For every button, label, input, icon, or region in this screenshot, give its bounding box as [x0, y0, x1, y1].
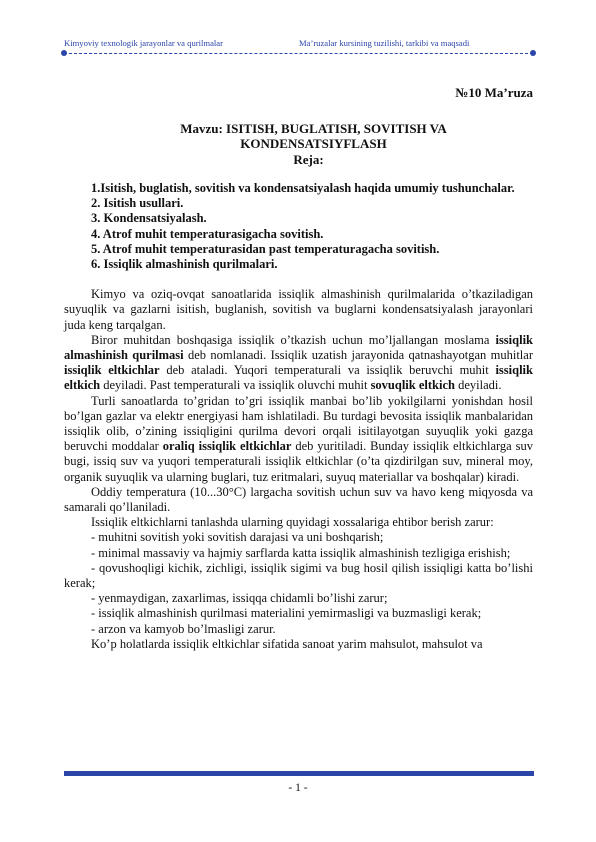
term-heat-carrier: issiqlik eltkich: [64, 363, 533, 393]
list-item: - minimal massaviy va hajmiy sarflarda katta issiqlik almashinish tezligiga erishish;: [91, 545, 511, 560]
list-item: - qovushoqligi kichik, zichligi, issiqlik sigimi va bug hosil qilish issiqligi katta bo’lishi kerak;: [64, 560, 533, 591]
text-run: Biror muhitdan boshqasiga issiqlik o’tkazish uchun mo’ljallangan moslama: [91, 332, 496, 347]
paragraph: Issiqlik eltkichlarni tanlashda ularning quyidagi xossalariga ehtibor berish zarur:: [91, 515, 494, 530]
plan-title: Reja:: [293, 152, 324, 167]
term-heat-carriers: issiqlik eltkichlar: [64, 363, 160, 378]
term-intermediate-heat-carriers: oraliq issiqlik eltkichlar: [162, 439, 292, 454]
plan-item: 6. Issiqlik almashinish qurilmalari.: [91, 257, 278, 272]
paragraph: Ko’p holatlarda issiqlik eltkichlar sifatida sanoat yarim mahsulot, mahsulot va: [91, 636, 483, 651]
text-run: deb ataladi. Yuqori temperaturali va issiqlik beruvchi muhit: [159, 363, 496, 378]
list-item: - issiqlik almashinish qurilmasi materialini yemirmasligi va buzmasligi kerak;: [91, 606, 482, 621]
lecture-topic: [64, 121, 533, 151]
plan-item: 5. Atrof muhit temperaturasidan past temperaturagacha sovitish.: [91, 241, 440, 256]
text-run: deb nomlanadi. Issiqlik uzatish jarayonida qatnashayotgan muhitlar: [183, 348, 533, 363]
list-item: - muhitni sovitish yoki sovitish darajasi va uni boshqarish;: [91, 530, 384, 545]
header-divider-left-dot: [61, 50, 67, 56]
term-heat-exchanger: issiqlik almashinish qurilmasi: [64, 332, 533, 363]
running-header: [64, 38, 534, 52]
plan-item: 3. Kondensatsiyalash.: [91, 211, 207, 226]
page-content: [64, 60, 533, 652]
paragraph: [64, 333, 533, 394]
plan-list: [64, 181, 533, 272]
header-course-title: Kimyoviy texnologik jarayonlar va qurilmalar: [64, 38, 223, 48]
footer-divider: [64, 771, 534, 776]
header-divider: [64, 53, 533, 54]
page-number: - 1 -: [288, 782, 308, 794]
header-divider-right-dot: [530, 50, 536, 56]
term-cold-carrier: sovuqlik eltkich: [370, 378, 455, 393]
text-run: deyiladi. Past temperaturali va issiqlik oluvchi muhit: [100, 378, 371, 393]
list-item: - arzon va kamyob bo’lmasligi zarur.: [91, 621, 276, 636]
topic-line-2: KONDENSATSIYFLASH: [240, 136, 387, 151]
paragraph: [64, 394, 533, 485]
lecture-body: [64, 287, 533, 652]
header-section-title: Ma’ruzalar kursining tuzilishi, tarkibi va maqsadi: [299, 38, 470, 48]
lecture-number: №10 Ma’ruza: [455, 85, 533, 100]
paragraph: Kimyo va oziq-ovqat sanoatlarida issiqlik almashinish qurilmalarida o’tkaziladigan suyuqlik va gazlarni isitish, buglanish, sovitish va buglarni kondensatsiyalash jarayonlari juda keng tarqalgan.: [64, 287, 533, 332]
text-run: deb yuritiladi. Bunday issiqlik eltkichlarga suv bugi, issiq suv va yuqori temperaturali issiqlik eltkichlar (o’ta qizdirilgan suv, mineral moy, organik suyuqlik va ularning buglari, tuz eritmalari, suyuq materiallar va boshqalar) kiradi.: [64, 439, 533, 484]
paragraph: Oddiy temperatura (10...30°C) largacha sovitish uchun suv va havo keng miqyosda va samarali qo’llaniladi.: [64, 484, 533, 515]
plan-item: 1.Isitish, buglatish, sovitish va kondensatsiyalash haqida umumiy tushunchalar.: [91, 181, 515, 195]
plan-item: 4. Atrof muhit temperaturasigacha sovitish.: [91, 226, 324, 241]
plan-item: 2. Isitish usullari.: [91, 196, 184, 211]
text-run: deyiladi.: [454, 378, 502, 393]
list-item: - yenmaydigan, zaxarlimas, issiqqa chidamli bo’lishi zarur;: [91, 591, 388, 606]
text-run: Turli sanoatlarda to’gridan to’gri issiqlik manbai bo’lib yokilgilarni yonishdan hosil bo’lgan gazlar va elektr energiyasi ham ishlatiladi. Bu turdagi bevosita issiqlik manbalaridan issiqlik olib, o’zining issiqligini qurilma devori orqali isitilayotgan suyuqlik yoki gazga beruvchi moddalar: [64, 393, 533, 454]
topic-line-1: Mavzu: ISITISH, BUGLATISH, SOVITISH VA: [180, 121, 447, 136]
